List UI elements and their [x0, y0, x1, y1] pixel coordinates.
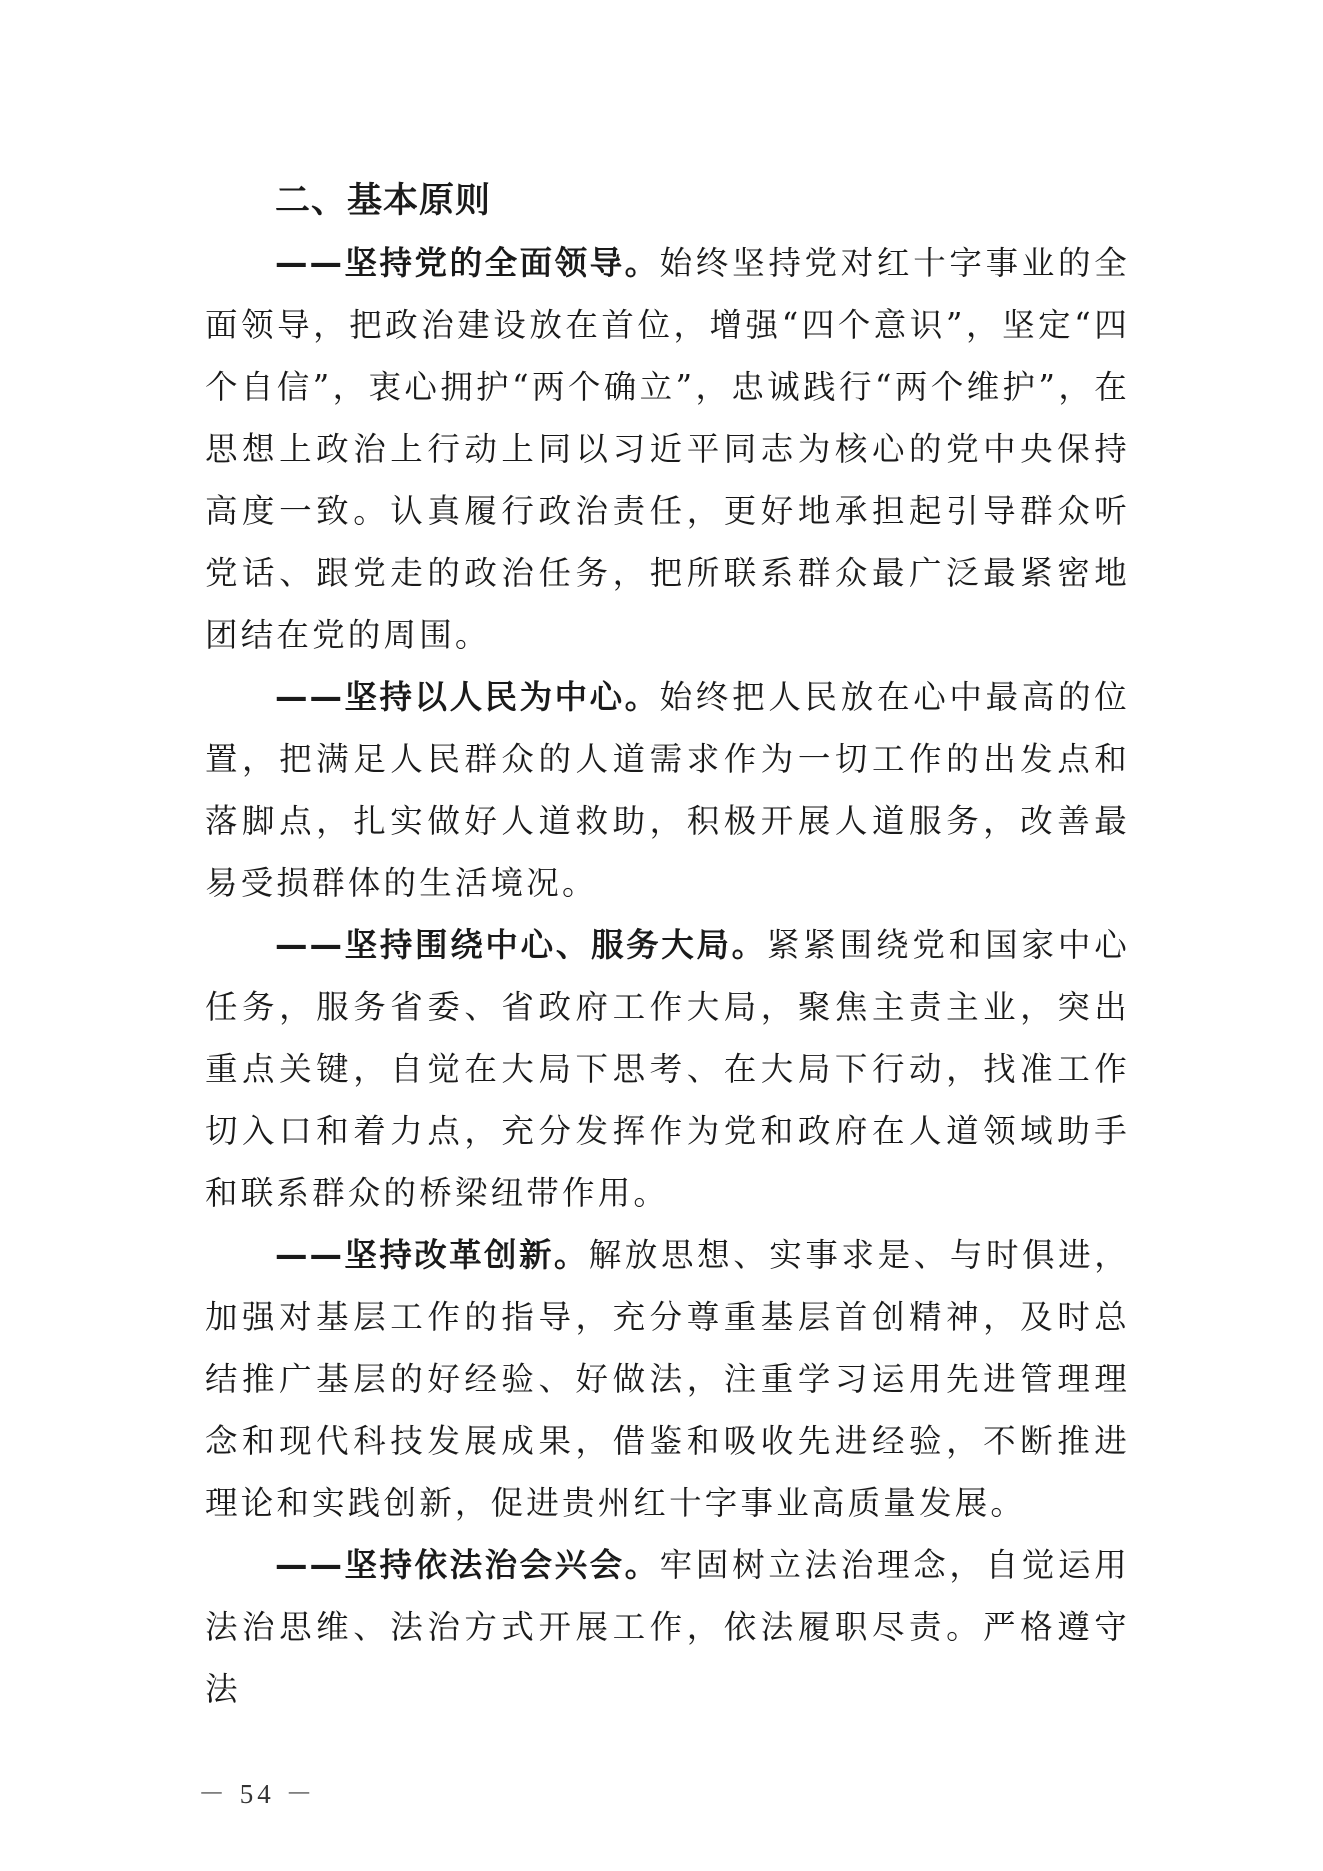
page-content	[205, 170, 1130, 1720]
section-heading: 二、基本原则	[275, 181, 492, 221]
principle-lead: ——坚持改革创新。	[275, 1236, 589, 1274]
page-number: － 54 －	[198, 1779, 317, 1809]
principle-lead: ——坚持以人民为中心。	[275, 678, 660, 716]
principle-lead: ——坚持党的全面领导。	[275, 244, 660, 282]
principle-paragraph-party-leadership	[205, 232, 1130, 666]
principle-paragraph-rule-of-law	[205, 1534, 1130, 1720]
principle-body: 始终把人民放在心中最高的位置，把满足人民群众的人道需求作为一切工作的出发点和落脚点，扎实做好人道救助，积极开展人道服务，改善最易受损群体的生活境况。	[205, 678, 1130, 902]
principle-body: 始终坚持党对红十字事业的全面领导，把政治建设放在首位，增强“四个意识”，坚定“四个自信”，衷心拥护“两个确立”，忠诚践行“两个维护”，在思想上政治上行动上同以习近平同志为核心的党中央保持高度一致。认真履行政治责任，更好地承担起引导群众听党话、跟党走的政治任务，把所联系群众最广泛最紧密地团结在党的周围。	[205, 244, 1130, 654]
principle-body: 牢固树立法治理念，自觉运用法治思维、法治方式开展工作，依法履职尽责。严格遵守法	[205, 1546, 1130, 1708]
principle-paragraph-reform-innovation	[205, 1224, 1130, 1534]
principle-lead: ——坚持依法治会兴会。	[275, 1546, 660, 1584]
principle-paragraph-serve-overall	[205, 914, 1130, 1224]
principle-paragraph-people-centered	[205, 666, 1130, 914]
principle-lead: ——坚持围绕中心、服务大局。	[275, 926, 767, 964]
principle-body: 紧紧围绕党和国家中心任务，服务省委、省政府工作大局，聚焦主责主业，突出重点关键，自觉在大局下思考、在大局下行动，找准工作切入口和着力点，充分发挥作为党和政府在人道领域助手和联系群众的桥梁纽带作用。	[205, 926, 1130, 1212]
principle-body: 解放思想、实事求是、与时俱进，加强对基层工作的指导，充分尊重基层首创精神，及时总结推广基层的好经验、好做法，注重学习运用先进管理理念和现代科技发展成果，借鉴和吸收先进经验，不断推进理论和实践创新，促进贵州红十字事业高质量发展。	[205, 1236, 1130, 1522]
